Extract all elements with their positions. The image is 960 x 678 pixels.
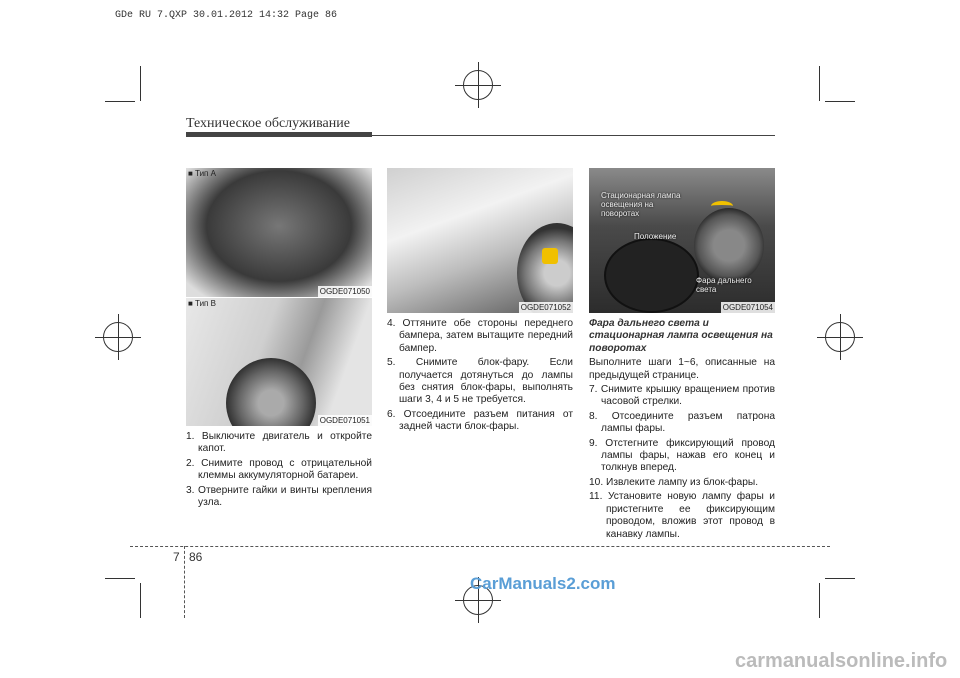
- steps-col2: [387, 318, 573, 436]
- image-tag: ■ Тип B: [188, 299, 216, 308]
- image-code: OGDE071051: [319, 416, 370, 425]
- title-rule: [372, 135, 775, 136]
- crop-mark: [819, 583, 820, 618]
- watermark-link[interactable]: CarManuals2.com: [470, 574, 616, 593]
- step-item: 7. Снимите крышку вращением против часовой стрелки.: [589, 384, 775, 408]
- step-item: 5. Снимите блок-фару. Если получается дотянуться до лампы без снятия блок-фары, выполнять шаги 3, 4 и 5 не требуется.: [387, 357, 573, 406]
- image-code: OGDE071050: [319, 287, 370, 296]
- page-number: 86: [189, 550, 203, 564]
- headlamp-image: [589, 168, 775, 313]
- steps-col1: [186, 431, 372, 511]
- crop-mark: [825, 578, 855, 579]
- crop-mark: [140, 583, 141, 618]
- image-code: OGDE071052: [520, 303, 571, 312]
- footer-rule: [130, 546, 830, 547]
- step-item: 3. Отверните гайки и винты крепления узла.: [186, 484, 372, 509]
- crop-mark: [825, 101, 855, 102]
- arrow-icon: [542, 248, 558, 264]
- step-item: 8. Отсоедините разъем патрона лампы фары.: [589, 410, 775, 435]
- title-bar: [186, 132, 372, 137]
- print-slug: GDe RU 7.QXP 30.01.2012 14:32 Page 86: [115, 10, 338, 21]
- fender-image-type-b: [186, 298, 372, 426]
- crop-mark: [140, 66, 141, 101]
- step-item: 2. Снимите провод с отрицательной клеммы аккумуляторной батареи.: [186, 457, 372, 482]
- intro-text: Выполните шаги 1~6, описанные на предыдущей странице.: [589, 357, 775, 381]
- step-item: 6. Отсоедините разъем питания от задней части блок-фары.: [387, 408, 573, 433]
- step-item: 10. Извлеките лампу из блок-фары.: [589, 476, 759, 488]
- image-tag: ■ Тип A: [188, 169, 216, 178]
- step-item: 9. Отстегните фиксирующий провод лампы фары, нажав его конец и толкнув вперед.: [589, 437, 775, 474]
- chapter-number: 7: [173, 550, 180, 564]
- step-item: 4. Оттяните обе стороны переднего бампера, затем вытащите передний бампер.: [387, 318, 573, 354]
- crop-mark: [105, 578, 135, 579]
- watermark-link[interactable]: carmanualsonline.info: [735, 650, 948, 672]
- steps-col3: [589, 318, 775, 543]
- section-title: Техническое обслуживание: [186, 116, 350, 131]
- rotate-arrow-icon: [711, 201, 733, 211]
- image-code: OGDE071054: [722, 303, 773, 312]
- callout-label: Фара дальнего света: [696, 276, 752, 294]
- step-item: 11. Установите новую лампу фары и пристегните ее фиксирующим проводом, вложив этот провод в канавку лампы.: [589, 491, 775, 540]
- subheading: Фара дальнего света и стационарная лампа освещения на поворотах: [589, 318, 773, 354]
- callout-label: Стационарная лампа освещения на поворотах: [601, 191, 681, 218]
- callout-label: Положение: [634, 232, 677, 241]
- crop-mark: [105, 101, 135, 102]
- crop-mark: [819, 66, 820, 101]
- bumper-image: [387, 168, 573, 313]
- engine-bay-image-type-a: [186, 168, 372, 297]
- step-item: 1. Выключите двигатель и откройте капот.: [186, 431, 372, 455]
